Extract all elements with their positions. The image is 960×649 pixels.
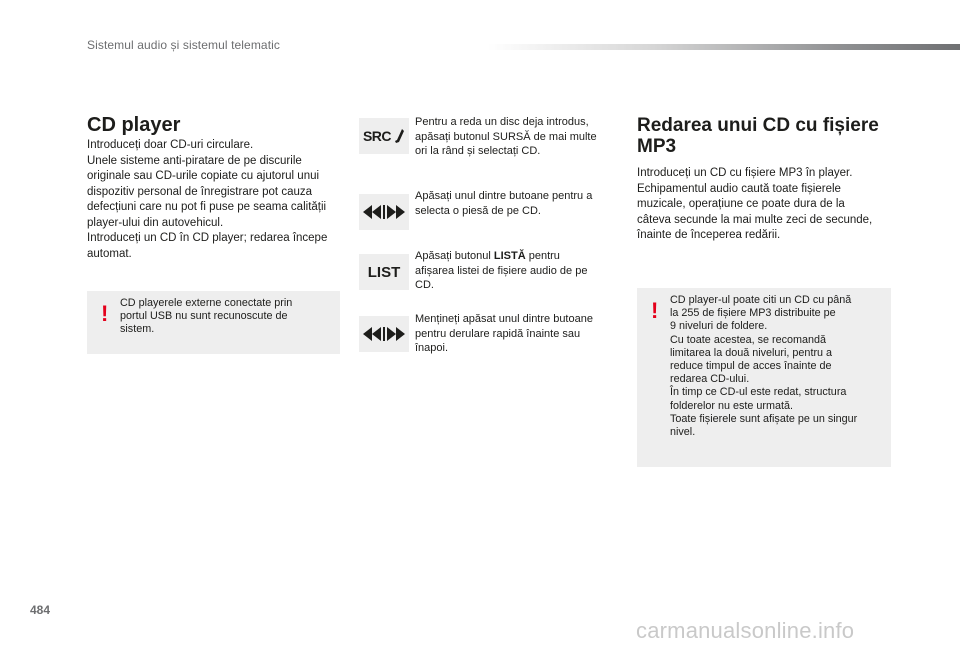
src-button-icon (359, 118, 409, 154)
row-line: Pentru a reda un disc deja introdus, (415, 116, 589, 128)
track-select-instructions (415, 189, 620, 218)
paragraph-line: câteva secunde la mai multe zeci de secunde, (637, 213, 873, 226)
warning-line: sistem. (120, 323, 155, 336)
warning-line: CD playerele externe conectate prin (120, 297, 293, 309)
warning-line: reduce timpul de acces înainte de (670, 360, 832, 373)
section-title-cd-player: CD player (87, 114, 181, 136)
mp3-paragraph (637, 166, 897, 244)
row-line: afișarea listei de fișiere audio de pe (415, 264, 588, 277)
cd-player-paragraph (87, 138, 345, 262)
row-line: pentru derulare rapidă înainte sau (415, 327, 581, 340)
prev-next-arrows-glyph (362, 204, 406, 220)
row-line-prefix: Apăsați butonul (415, 250, 494, 262)
warning-exclamation-icon: ! (101, 301, 109, 326)
section-title-mp3 (637, 115, 927, 157)
list-instructions (415, 249, 620, 293)
fast-scroll-instructions (415, 312, 620, 356)
paragraph-line: defecțiuni care nu pot fi puse pe seama calității (87, 201, 327, 213)
warning-line: redarea CD-ului. (670, 373, 750, 386)
list-button-icon (359, 254, 409, 290)
warning-line: În timp ce CD-ul este redat, structura (670, 386, 847, 399)
row-line: apăsați butonul SURSĂ de mai multe (415, 130, 597, 143)
paragraph-line: înainte de începerea redării. (637, 229, 781, 241)
row-line (415, 249, 620, 264)
header-gradient-bar (488, 44, 960, 50)
warning-line: portul USB nu sunt recunoscute de (120, 310, 288, 323)
warning-line: 9 niveluri de foldere. (670, 320, 768, 333)
warning-line: nivel. (670, 426, 696, 439)
warning-line: Toate fișierele sunt afișate pe un singur (670, 412, 858, 425)
paragraph-line: Echipamentul audio caută toate fișierele (637, 182, 841, 195)
paragraph-line: originale sau CD-urile copiate cu ajutorul unui (87, 170, 320, 182)
warning-line: Cu toate acestea, se recomandă (670, 333, 827, 346)
paragraph-line: dispozitiv personal de înregistrare pot cauza (87, 185, 313, 198)
running-header: Sistemul audio și sistemul telematic (87, 38, 281, 52)
title-line: Redarea unui CD cu fișiere (637, 115, 879, 136)
warning-line: folderelor nu este urmată. (670, 399, 794, 412)
warning-exclamation-icon: ! (651, 298, 659, 323)
warning-line: la 255 de fișiere MP3 distribuite pe (670, 307, 836, 320)
watermark: carmanualsonline.info (636, 618, 855, 643)
src-instructions (415, 115, 620, 159)
prev-next-arrows-icon (359, 194, 409, 230)
list-bold-label: LISTĂ (493, 250, 526, 262)
warning-text (120, 297, 330, 337)
paragraph-line: player-ului din autovehicul. (87, 216, 224, 229)
row-line: selecta o piesă de pe CD. (415, 204, 541, 217)
row-line: înapoi. (415, 342, 449, 354)
warning-box-usb (87, 291, 340, 354)
paragraph-line: Introduceți un CD în CD player; redarea începe (87, 232, 328, 244)
paragraph-line: muzicale, operațiune ce poate dura de la (637, 198, 845, 210)
warning-box-mp3 (637, 288, 891, 467)
paragraph-line: automat. (87, 247, 132, 260)
row-line: Apăsați unul dintre butoane pentru a (415, 190, 593, 202)
fast-rewind-forward-icon (359, 316, 409, 352)
row-line: CD. (415, 279, 434, 291)
paragraph-line: Unele sisteme anti-piratare de pe discurile (87, 154, 302, 167)
row-line-suffix: pentru (525, 250, 560, 262)
src-label: SRC (362, 128, 392, 144)
phone-handset-icon (393, 128, 405, 144)
row-line: ori la rând și selectați CD. (415, 145, 541, 157)
paragraph-line: Introduceți doar CD-uri circulare. (87, 139, 254, 151)
warning-line: limitarea la două niveluri, pentru a (670, 346, 833, 359)
page-number: 484 (30, 603, 51, 617)
warning-text (670, 294, 881, 439)
fast-arrows-glyph (362, 326, 406, 342)
paragraph-line: Introduceți un CD cu fișiere MP3 în player. (637, 167, 853, 179)
warning-line: CD player-ul poate citi un CD cu până (670, 294, 852, 306)
row-line: Mențineți apăsat unul dintre butoane (415, 313, 593, 325)
title-line: MP3 (637, 136, 677, 157)
list-label: LIST (367, 263, 401, 281)
